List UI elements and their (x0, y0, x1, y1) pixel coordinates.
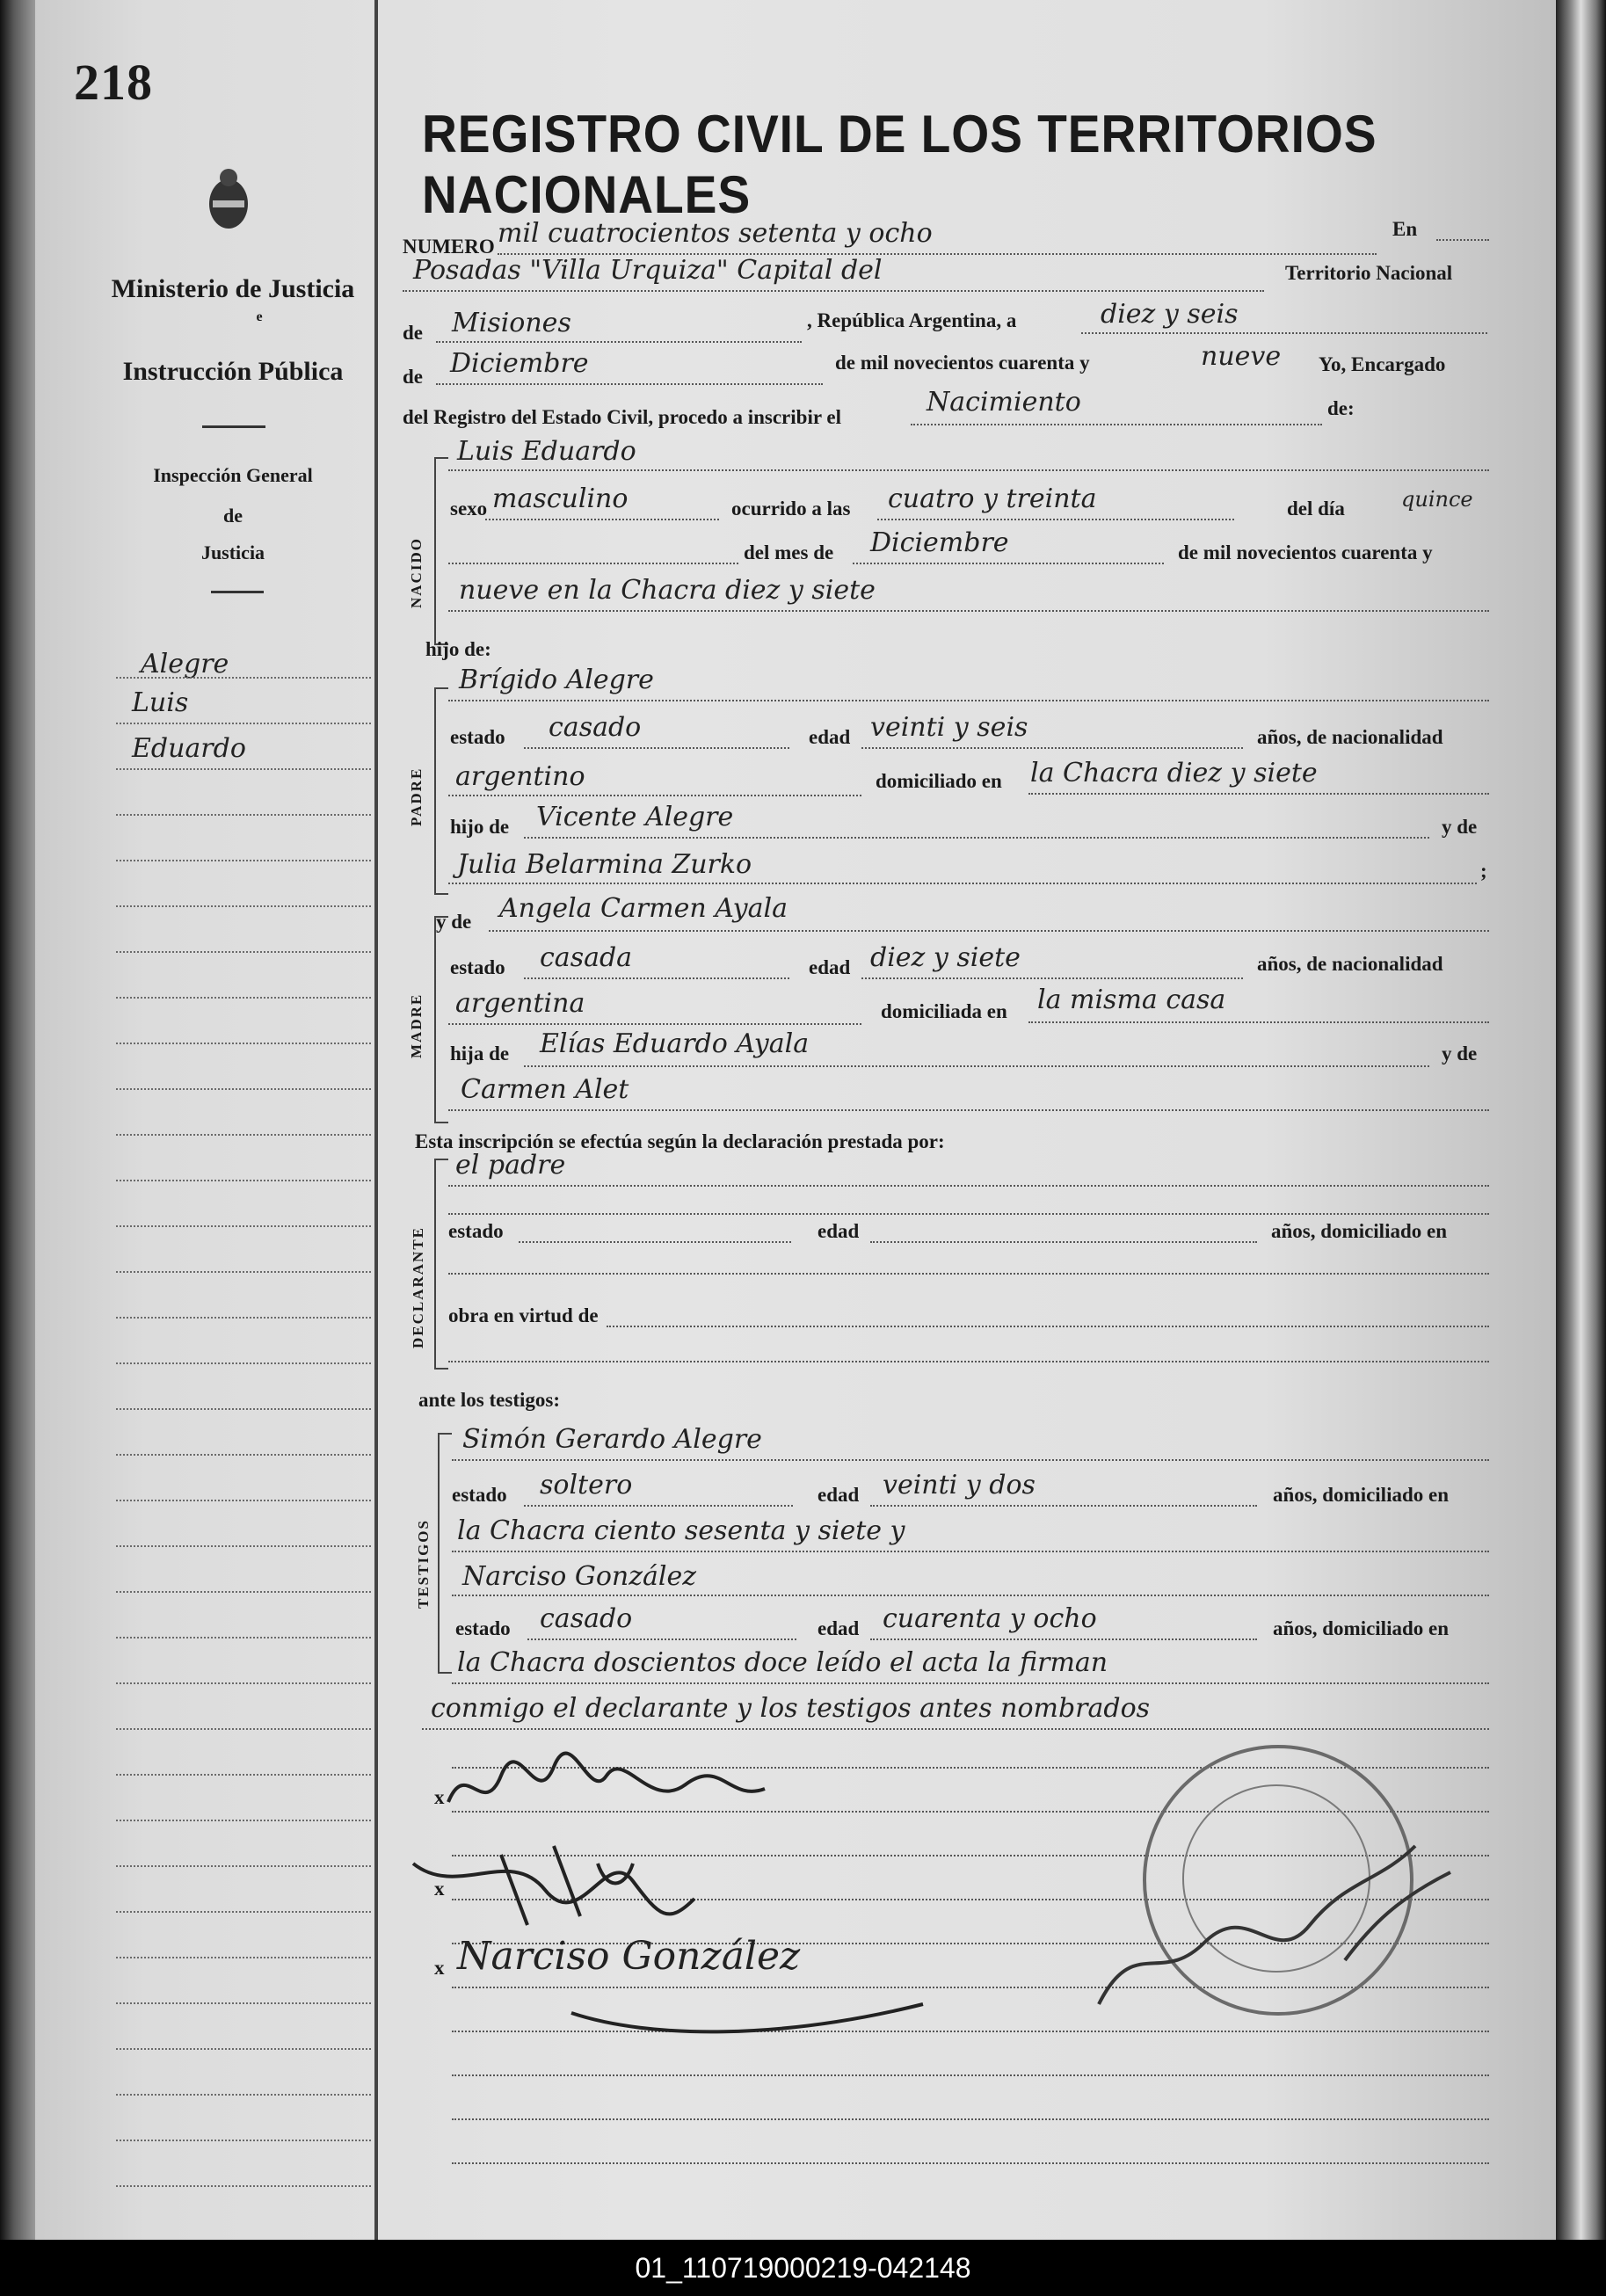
x-mark-1: x (434, 1786, 445, 1808)
ante-testigos-label: ante los testigos: (418, 1389, 560, 1411)
margin-name-1: Luis (132, 687, 189, 718)
t2-edad: cuarenta y ocho (883, 1603, 1097, 1634)
nacido-year-label: de mil novecientos cuarenta y (1178, 541, 1433, 563)
dotted-line (448, 563, 738, 564)
dotted-line (1081, 332, 1487, 334)
madre-edad-value: diez y siete (870, 942, 1021, 973)
dotted-line (452, 1459, 1489, 1461)
margin-ruled-line (116, 1500, 371, 1501)
obra-label: obra en virtud de (448, 1304, 599, 1326)
divider-rule (202, 425, 265, 428)
dotted-line (524, 977, 789, 979)
dotted-line (527, 1638, 796, 1640)
dotted-line (448, 1273, 1489, 1275)
t1-edad: veinti y dos (883, 1470, 1036, 1500)
margin-ruled-line (116, 1271, 371, 1273)
dotted-line (861, 977, 1243, 979)
margin-ruled-line (116, 1774, 371, 1776)
margin-ruled-line (116, 1591, 371, 1593)
margin-ruled-line (116, 1820, 371, 1821)
madre-brace (434, 916, 448, 1123)
mes-value: Diciembre (870, 527, 1009, 558)
padre-edad-value: veinti y seis (870, 712, 1028, 743)
de-colon-label: de: (1327, 397, 1355, 419)
madre-mother: Carmen Alet (461, 1074, 629, 1105)
margin-ruled-line (116, 2048, 371, 2050)
padre-section-label: PADRE (408, 767, 425, 826)
nacido-name: Luis Eduardo (457, 436, 636, 467)
en-label: En (1392, 218, 1418, 240)
dotted-line (452, 1595, 1489, 1596)
dotted-line (448, 469, 1489, 471)
t1-estado-label: estado (452, 1484, 507, 1506)
dotted-line (448, 1361, 1489, 1362)
dotted-line (436, 383, 823, 385)
dia-value: quince (1401, 487, 1473, 512)
dotted-line (911, 424, 1322, 425)
declarante-section-label: DECLARANTE (410, 1225, 426, 1348)
dotted-line (448, 1023, 861, 1025)
margin-ruled-line (116, 951, 371, 953)
column-divider (374, 0, 378, 2240)
territorio-label: Territorio Nacional (1285, 262, 1453, 284)
divider-rule (211, 591, 264, 593)
margin-ruled-line (116, 2094, 371, 2096)
padre-domicilio-value: la Chacra diez y siete (1030, 758, 1318, 788)
margin-ruled-line (116, 2140, 371, 2141)
padre-semicolon: ; (1480, 860, 1487, 882)
testigos-brace (438, 1433, 452, 1674)
margin-ruled-line (116, 1545, 371, 1547)
document-title: REGISTRO CIVIL DE LOS TERRITORIOS NACIONALES (422, 105, 1377, 224)
margin-ruled-line (116, 997, 371, 999)
dotted-line (524, 747, 789, 749)
padre-hijo-de-label: hijo de (450, 816, 510, 838)
dotted-line (1028, 793, 1489, 795)
signature-ruled-line (452, 2162, 1489, 2164)
t2-anos-label: años, domiciliado en (1273, 1617, 1450, 1639)
de-label-2: de (403, 366, 423, 388)
padre-father: Vicente Alegre (536, 802, 734, 832)
signature-2 (404, 1828, 721, 1943)
ministry-e: e (256, 309, 263, 324)
margin-ruled-line (116, 1408, 371, 1410)
year-label: de mil novecientos cuarenta y (835, 352, 1090, 374)
nacido-place: nueve en la Chacra diez y siete (459, 575, 876, 606)
margin-ruled-line (116, 905, 371, 907)
margin-ruled-line (116, 1728, 371, 1730)
margin-ruled-line (116, 1957, 371, 1958)
margin-ruled-line (116, 2002, 371, 2004)
place-value: Posadas "Villa Urquiza" Capital del (413, 255, 883, 286)
margin-ruled-line (116, 860, 371, 861)
dotted-line (422, 1728, 1489, 1730)
x-mark-2: x (434, 1878, 445, 1900)
dotted-line (519, 1241, 791, 1243)
dotted-line (524, 1065, 1429, 1067)
padre-y-de-label: y de (1442, 816, 1478, 838)
act-value: Nacimiento (927, 387, 1081, 418)
dotted-line (870, 1638, 1257, 1640)
madre-estado-value: casada (540, 942, 633, 973)
margin-ruled-line (116, 677, 371, 679)
dotted-line (1436, 239, 1489, 241)
madre-anos-label: años, de nacionalidad (1257, 953, 1443, 975)
t1-edad-label: edad (818, 1484, 860, 1506)
signature-3-flourish (563, 1995, 932, 2048)
t1-anos-label: años, domiciliado en (1273, 1484, 1450, 1506)
margin-surname: Alegre (141, 649, 229, 679)
dotted-line (870, 1505, 1257, 1507)
padre-estado-label: estado (450, 726, 505, 748)
yo-label: Yo, Encargado (1319, 353, 1446, 375)
declarante-name: el padre (455, 1150, 566, 1181)
ministry-line2: Instrucción Pública (122, 357, 344, 386)
signature-3: Narciso González (457, 1934, 801, 1979)
padre-edad-label: edad (809, 726, 851, 748)
madre-y-de-label: y de (436, 911, 472, 933)
sexo-value: masculino (492, 483, 629, 514)
de-label: de (403, 322, 423, 344)
republica-label: , República Argentina, a (807, 309, 1017, 331)
inspection-line1: Inspección General (153, 464, 313, 486)
dotted-line (524, 1505, 793, 1507)
page-edge (1556, 0, 1606, 2240)
t2-domicilio: la Chacra doscientos doce leído el acta la firman (457, 1647, 1108, 1678)
declarante-edad-label: edad (818, 1220, 860, 1242)
padre-brace (434, 687, 448, 895)
t1-estado: soltero (540, 1470, 633, 1500)
margin-ruled-line (116, 1682, 371, 1684)
madre-section-label: MADRE (408, 992, 425, 1058)
dotted-line (1028, 1021, 1489, 1023)
ocurrido-label: ocurrido a las (731, 498, 851, 520)
t1-domicilio: la Chacra ciento sesenta y siete y (457, 1515, 905, 1546)
margin-ruled-line (116, 768, 371, 770)
hijo-label: hijo de: (425, 638, 491, 660)
madre-edad-label: edad (809, 956, 851, 978)
madre-domicilio-value: la misma casa (1037, 985, 1226, 1015)
madre-domicilio-label: domiciliada en (881, 1000, 1007, 1022)
registrar-signature (1081, 1828, 1468, 2022)
t2-estado-label: estado (455, 1617, 511, 1639)
madre-hija-de-label: hija de (450, 1043, 510, 1064)
dotted-line (877, 519, 1234, 520)
nacido-brace (434, 457, 448, 645)
padre-anos-label: años, de nacionalidad (1257, 726, 1443, 748)
numero-value: mil cuatrocientos setenta y ocho (498, 218, 933, 249)
t1-name: Simón Gerardo Alegre (462, 1424, 762, 1455)
dotted-line (861, 747, 1243, 749)
dotted-line (870, 1241, 1257, 1243)
margin-ruled-line (116, 1911, 371, 1913)
declarante-anos-label: años, domiciliado en (1271, 1220, 1448, 1242)
margin-ruled-line (116, 1088, 371, 1090)
x-mark-3: x (434, 1957, 445, 1979)
mes-label: del mes de (744, 541, 834, 563)
dotted-line (448, 700, 1489, 701)
dotted-line (436, 341, 802, 343)
signature-1 (440, 1749, 809, 1828)
testigos-section-label: TESTIGOS (415, 1519, 432, 1609)
madre-y-de-label: y de (1442, 1043, 1478, 1064)
month-value: Diciembre (450, 348, 589, 379)
t2-name: Narciso González (462, 1561, 697, 1592)
dotted-line (853, 563, 1164, 564)
padre-name: Brígido Alegre (459, 665, 654, 695)
declarante-estado-label: estado (448, 1220, 504, 1242)
dotted-line (448, 1185, 1489, 1187)
dotted-line (403, 290, 1264, 292)
margin-ruled-line (116, 1180, 371, 1181)
madre-estado-label: estado (450, 956, 505, 978)
dotted-line (607, 1326, 1489, 1327)
dotted-line (485, 519, 719, 520)
margin-ruled-line (116, 1043, 371, 1044)
ministry-line1: Ministerio de Justicia (111, 274, 355, 303)
declarante-brace (434, 1159, 448, 1370)
madre-nacionalidad: argentina (455, 988, 585, 1019)
dotted-line (489, 930, 1489, 932)
hora-value: cuatro y treinta (888, 483, 1097, 514)
coat-of-arms-icon (204, 165, 253, 236)
book-spine (0, 0, 35, 2240)
margin-ruled-line (116, 2185, 371, 2187)
dotted-line (448, 795, 861, 796)
registro-label: del Registro del Estado Civil, procedo a inscribir el (403, 406, 841, 428)
t2-edad-label: edad (818, 1617, 860, 1639)
declaracion-label: Esta inscripción se efectúa según la declaración prestada por: (415, 1130, 945, 1152)
nacido-section-label: NACIDO (408, 537, 425, 608)
padre-estado-value: casado (549, 712, 642, 743)
year-value: nueve (1201, 341, 1282, 372)
signature-ruled-line (452, 2074, 1489, 2076)
t2-estado: casado (540, 1603, 633, 1634)
numero-label: NUMERO (403, 236, 495, 258)
signature-ruled-line (452, 2118, 1489, 2120)
margin-ruled-line (116, 1865, 371, 1867)
margin-ruled-line (116, 1454, 371, 1456)
image-id-footer: 01_110719000219-042148 (0, 2240, 1606, 2296)
closing-text: conmigo el declarante y los testigos antes nombrados (431, 1693, 1151, 1724)
margin-ruled-line (116, 1637, 371, 1638)
territory-value: Misiones (452, 308, 571, 338)
margin-ruled-line (116, 814, 371, 816)
margin-ruled-line (116, 1317, 371, 1319)
margin-ruled-line (116, 723, 371, 724)
dotted-line (448, 1213, 1489, 1215)
page-number: 218 (74, 54, 153, 111)
margin-ruled-line (116, 1134, 371, 1136)
padre-domicilio-label: domiciliado en (876, 770, 1002, 792)
madre-name: Angela Carmen Ayala (499, 893, 788, 924)
dotted-line (448, 1109, 1489, 1111)
dotted-line (448, 610, 1489, 612)
inspection-line2: Justicia (200, 541, 265, 563)
madre-father: Elías Eduardo Ayala (540, 1028, 810, 1059)
inspection-de: de (223, 505, 243, 527)
margin-ruled-line (116, 1362, 371, 1364)
dotted-line (452, 1551, 1489, 1552)
dotted-line (448, 883, 1477, 884)
dia-label: del día (1287, 498, 1345, 520)
padre-mother: Julia Belarmina Zurko (457, 849, 752, 880)
margin-name-2: Eduardo (132, 733, 246, 764)
margin-ruled-line (116, 1225, 371, 1227)
sexo-label: sexo (450, 498, 488, 520)
dotted-line (524, 837, 1429, 839)
day-value: diez y seis (1101, 299, 1239, 330)
dotted-line (452, 1682, 1489, 1684)
padre-nacionalidad: argentino (455, 761, 585, 792)
